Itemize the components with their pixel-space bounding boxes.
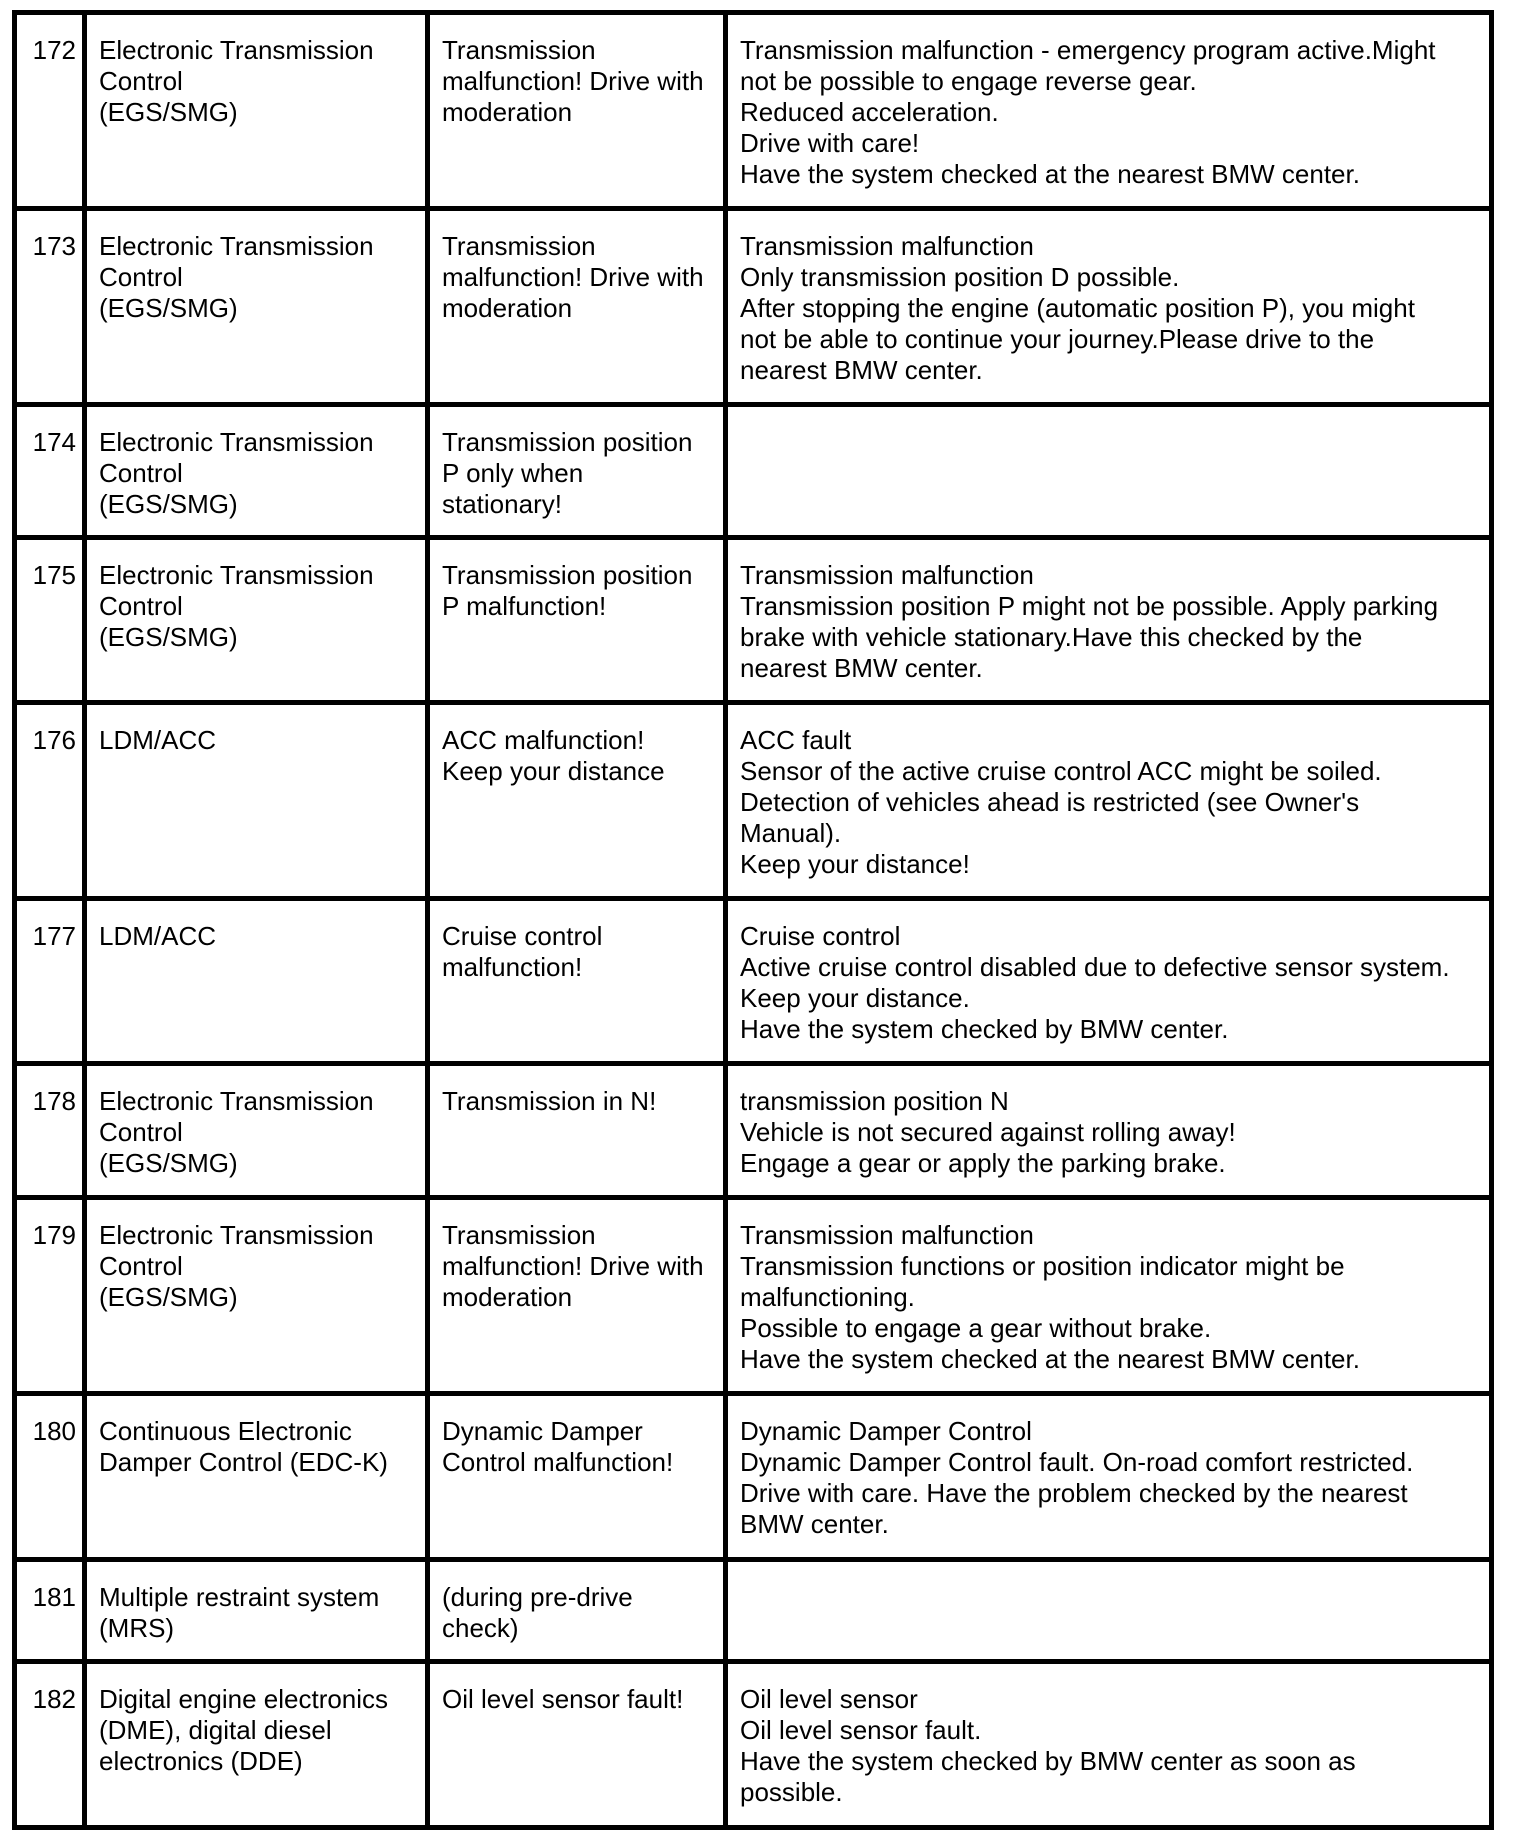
- message-number: 176: [15, 703, 85, 899]
- message-number: 180: [15, 1394, 85, 1560]
- table-row: [15, 1662, 1492, 1828]
- system-name: Multiple restraint system (MRS): [85, 1560, 428, 1662]
- display-message: Transmission malfunction! Drive with moderation: [428, 1198, 726, 1394]
- message-details: Transmission malfunction - emergency program active.Might not be possible to engage reverse gear. Reduced acceleration. Drive with care! Have the system checked at the nearest BMW center.: [726, 13, 1492, 209]
- system-name: LDM/ACC: [85, 899, 428, 1064]
- message-number: 182: [15, 1662, 85, 1828]
- table-row: [15, 13, 1492, 209]
- display-message: Cruise control malfunction!: [428, 899, 726, 1064]
- message-number: 177: [15, 899, 85, 1064]
- display-message: Transmission in N!: [428, 1064, 726, 1198]
- message-details: [726, 1560, 1492, 1662]
- table-row: [15, 703, 1492, 899]
- message-details: Transmission malfunction Transmission functions or position indicator might be malfunctioning. Possible to engage a gear without brake. Have the system checked at the nearest BMW center.: [726, 1198, 1492, 1394]
- message-number: 178: [15, 1064, 85, 1198]
- display-message: Transmission position P only when stationary!: [428, 405, 726, 538]
- system-name: Electronic Transmission Control (EGS/SMG): [85, 1198, 428, 1394]
- table-row: [15, 1064, 1492, 1198]
- message-details: Transmission malfunction Transmission position P might not be possible. Apply parking brake with vehicle stationary.Have this checked by the nearest BMW center.: [726, 538, 1492, 703]
- system-name: Electronic Transmission Control (EGS/SMG): [85, 209, 428, 405]
- system-name: LDM/ACC: [85, 703, 428, 899]
- system-name: Continuous Electronic Damper Control (EDC-K): [85, 1394, 428, 1560]
- message-number: 174: [15, 405, 85, 538]
- display-message: Transmission malfunction! Drive with moderation: [428, 13, 726, 209]
- table-row: [15, 1394, 1492, 1560]
- table-row: [15, 538, 1492, 703]
- message-number: 173: [15, 209, 85, 405]
- message-number: 172: [15, 13, 85, 209]
- display-message: (during pre-drive check): [428, 1560, 726, 1662]
- message-details: ACC fault Sensor of the active cruise control ACC might be soiled. Detection of vehicles ahead is restricted (see Owner's Manual). Keep your distance!: [726, 703, 1492, 899]
- message-details: Cruise control Active cruise control disabled due to defective sensor system. Keep your distance. Have the system checked by BMW center.: [726, 899, 1492, 1064]
- system-name: Electronic Transmission Control (EGS/SMG): [85, 405, 428, 538]
- system-name: Electronic Transmission Control (EGS/SMG): [85, 1064, 428, 1198]
- message-details: transmission position N Vehicle is not secured against rolling away! Engage a gear or apply the parking brake.: [726, 1064, 1492, 1198]
- message-number: 175: [15, 538, 85, 703]
- message-details: Oil level sensor Oil level sensor fault. Have the system checked by BMW center as soon as possible.: [726, 1662, 1492, 1828]
- display-message: Oil level sensor fault!: [428, 1662, 726, 1828]
- system-name: Digital engine electronics (DME), digital diesel electronics (DDE): [85, 1662, 428, 1828]
- table-row: [15, 405, 1492, 538]
- display-message: ACC malfunction! Keep your distance: [428, 703, 726, 899]
- message-details: [726, 405, 1492, 538]
- message-number: 181: [15, 1560, 85, 1662]
- system-name: Electronic Transmission Control (EGS/SMG): [85, 13, 428, 209]
- table-row: [15, 1198, 1492, 1394]
- message-number: 179: [15, 1198, 85, 1394]
- display-message: Transmission malfunction! Drive with moderation: [428, 209, 726, 405]
- display-message: Dynamic Damper Control malfunction!: [428, 1394, 726, 1560]
- system-name: Electronic Transmission Control (EGS/SMG): [85, 538, 428, 703]
- display-message: Transmission position P malfunction!: [428, 538, 726, 703]
- message-details: Transmission malfunction Only transmission position D possible. After stopping the engine (automatic position P), you might not be able to continue your journey.Please drive to the nearest BMW center.: [726, 209, 1492, 405]
- table-row: [15, 209, 1492, 405]
- table-row: [15, 1560, 1492, 1662]
- check-control-message-table: [12, 10, 1494, 1830]
- message-details: Dynamic Damper Control Dynamic Damper Control fault. On-road comfort restricted. Drive with care. Have the problem checked by the nearest BMW center.: [726, 1394, 1492, 1560]
- table-row: [15, 899, 1492, 1064]
